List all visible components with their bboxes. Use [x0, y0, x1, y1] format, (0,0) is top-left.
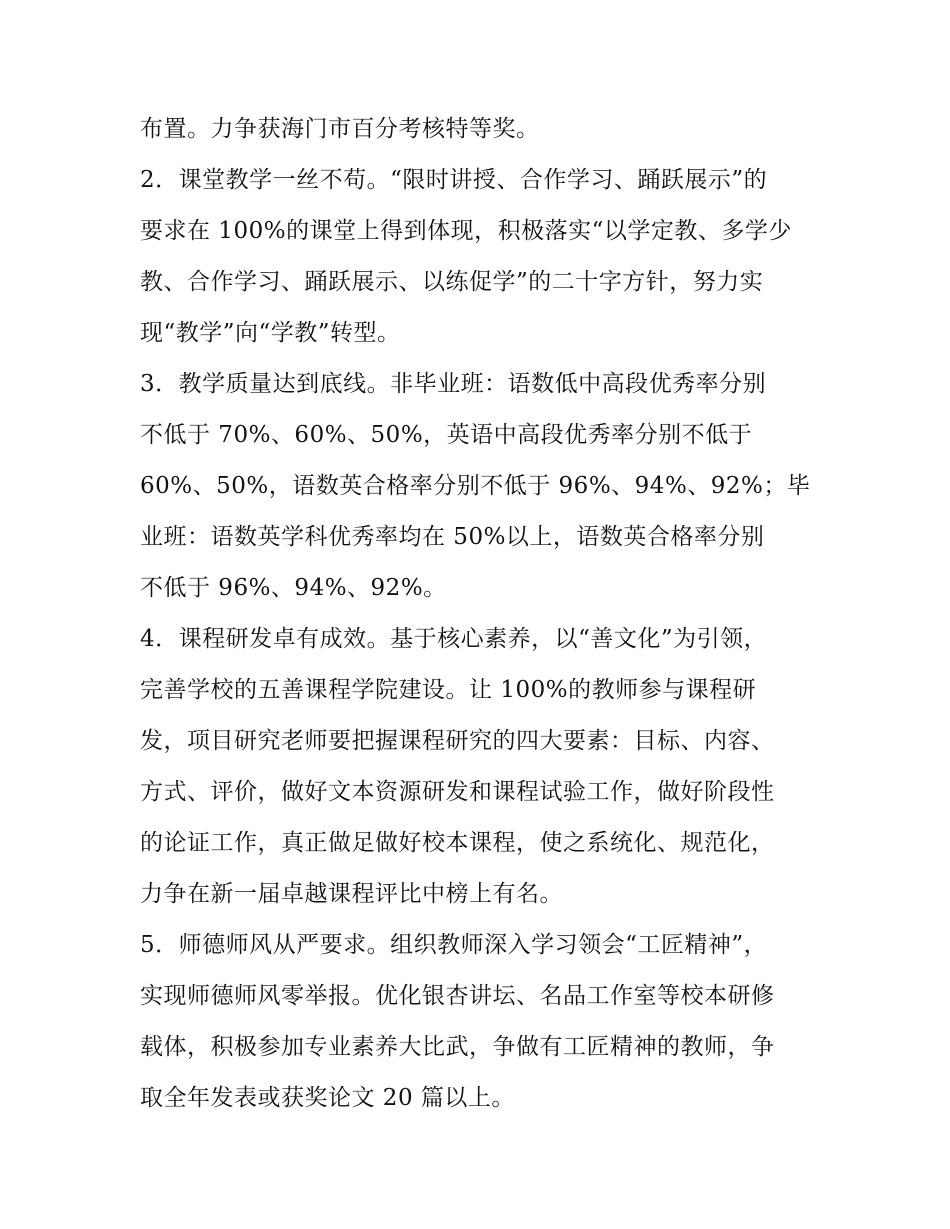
text-line: 3．教学质量达到底线。非毕业班：语数低中高段优秀率分别	[140, 371, 767, 397]
document-body	[140, 104, 820, 1124]
text-line: 2．课堂教学一丝不苟。“限时讲授、合作学习、踊跃展示”的	[140, 167, 768, 193]
text-line: 发，项目研究老师要把握课程研究的四大要素：目标、内容、	[140, 728, 775, 754]
text-line: 4．课程研发卓有成效。基于核心素养，以“善文化”为引领，	[140, 626, 768, 652]
text-line: 实现师德师风零举报。优化银杏讲坛、名品工作室等校本研修	[140, 983, 775, 1009]
text-line: 的论证工作，真正做足做好校本课程，使之系统化、规范化，	[140, 830, 775, 856]
text-line: 取全年发表或获奖论文 20 篇以上。	[140, 1085, 515, 1111]
text-line: 完善学校的五善课程学院建设。让 100%的教师参与课程研	[140, 677, 757, 703]
text-line: 要求在 100%的课堂上得到体现，积极落实“以学定教、多学少	[140, 218, 792, 244]
text-line: 60%、50%，语数英合格率分别不低于 96%、94%、92%；毕	[140, 473, 811, 499]
text-line: 不低于 70%、60%、50%，英语中高段优秀率分别不低于	[140, 422, 753, 448]
text-line: 载体，积极参加专业素养大比武，争做有工匠精神的教师，争	[140, 1034, 775, 1060]
text-line: 业班：语数英学科优秀率均在 50%以上，语数英合格率分别	[140, 524, 765, 550]
text-line: 方式、评价，做好文本资源研发和课程试验工作，做好阶段性	[140, 779, 775, 805]
text-line: 不低于 96%、94%、92%。	[140, 575, 447, 601]
text-line: 布置。力争获海门市百分考核特等奖。	[140, 116, 540, 142]
text-line: 力争在新一届卓越课程评比中榜上有名。	[140, 881, 563, 907]
text-line: 现“教学”向“学教”转型。	[140, 320, 401, 346]
text-line: 5．师德师风从严要求。组织教师深入学习领会“工匠精神”，	[140, 932, 768, 958]
text-line: 教、合作学习、踊跃展示、以练促学”的二十字方针，努力实	[140, 269, 764, 295]
